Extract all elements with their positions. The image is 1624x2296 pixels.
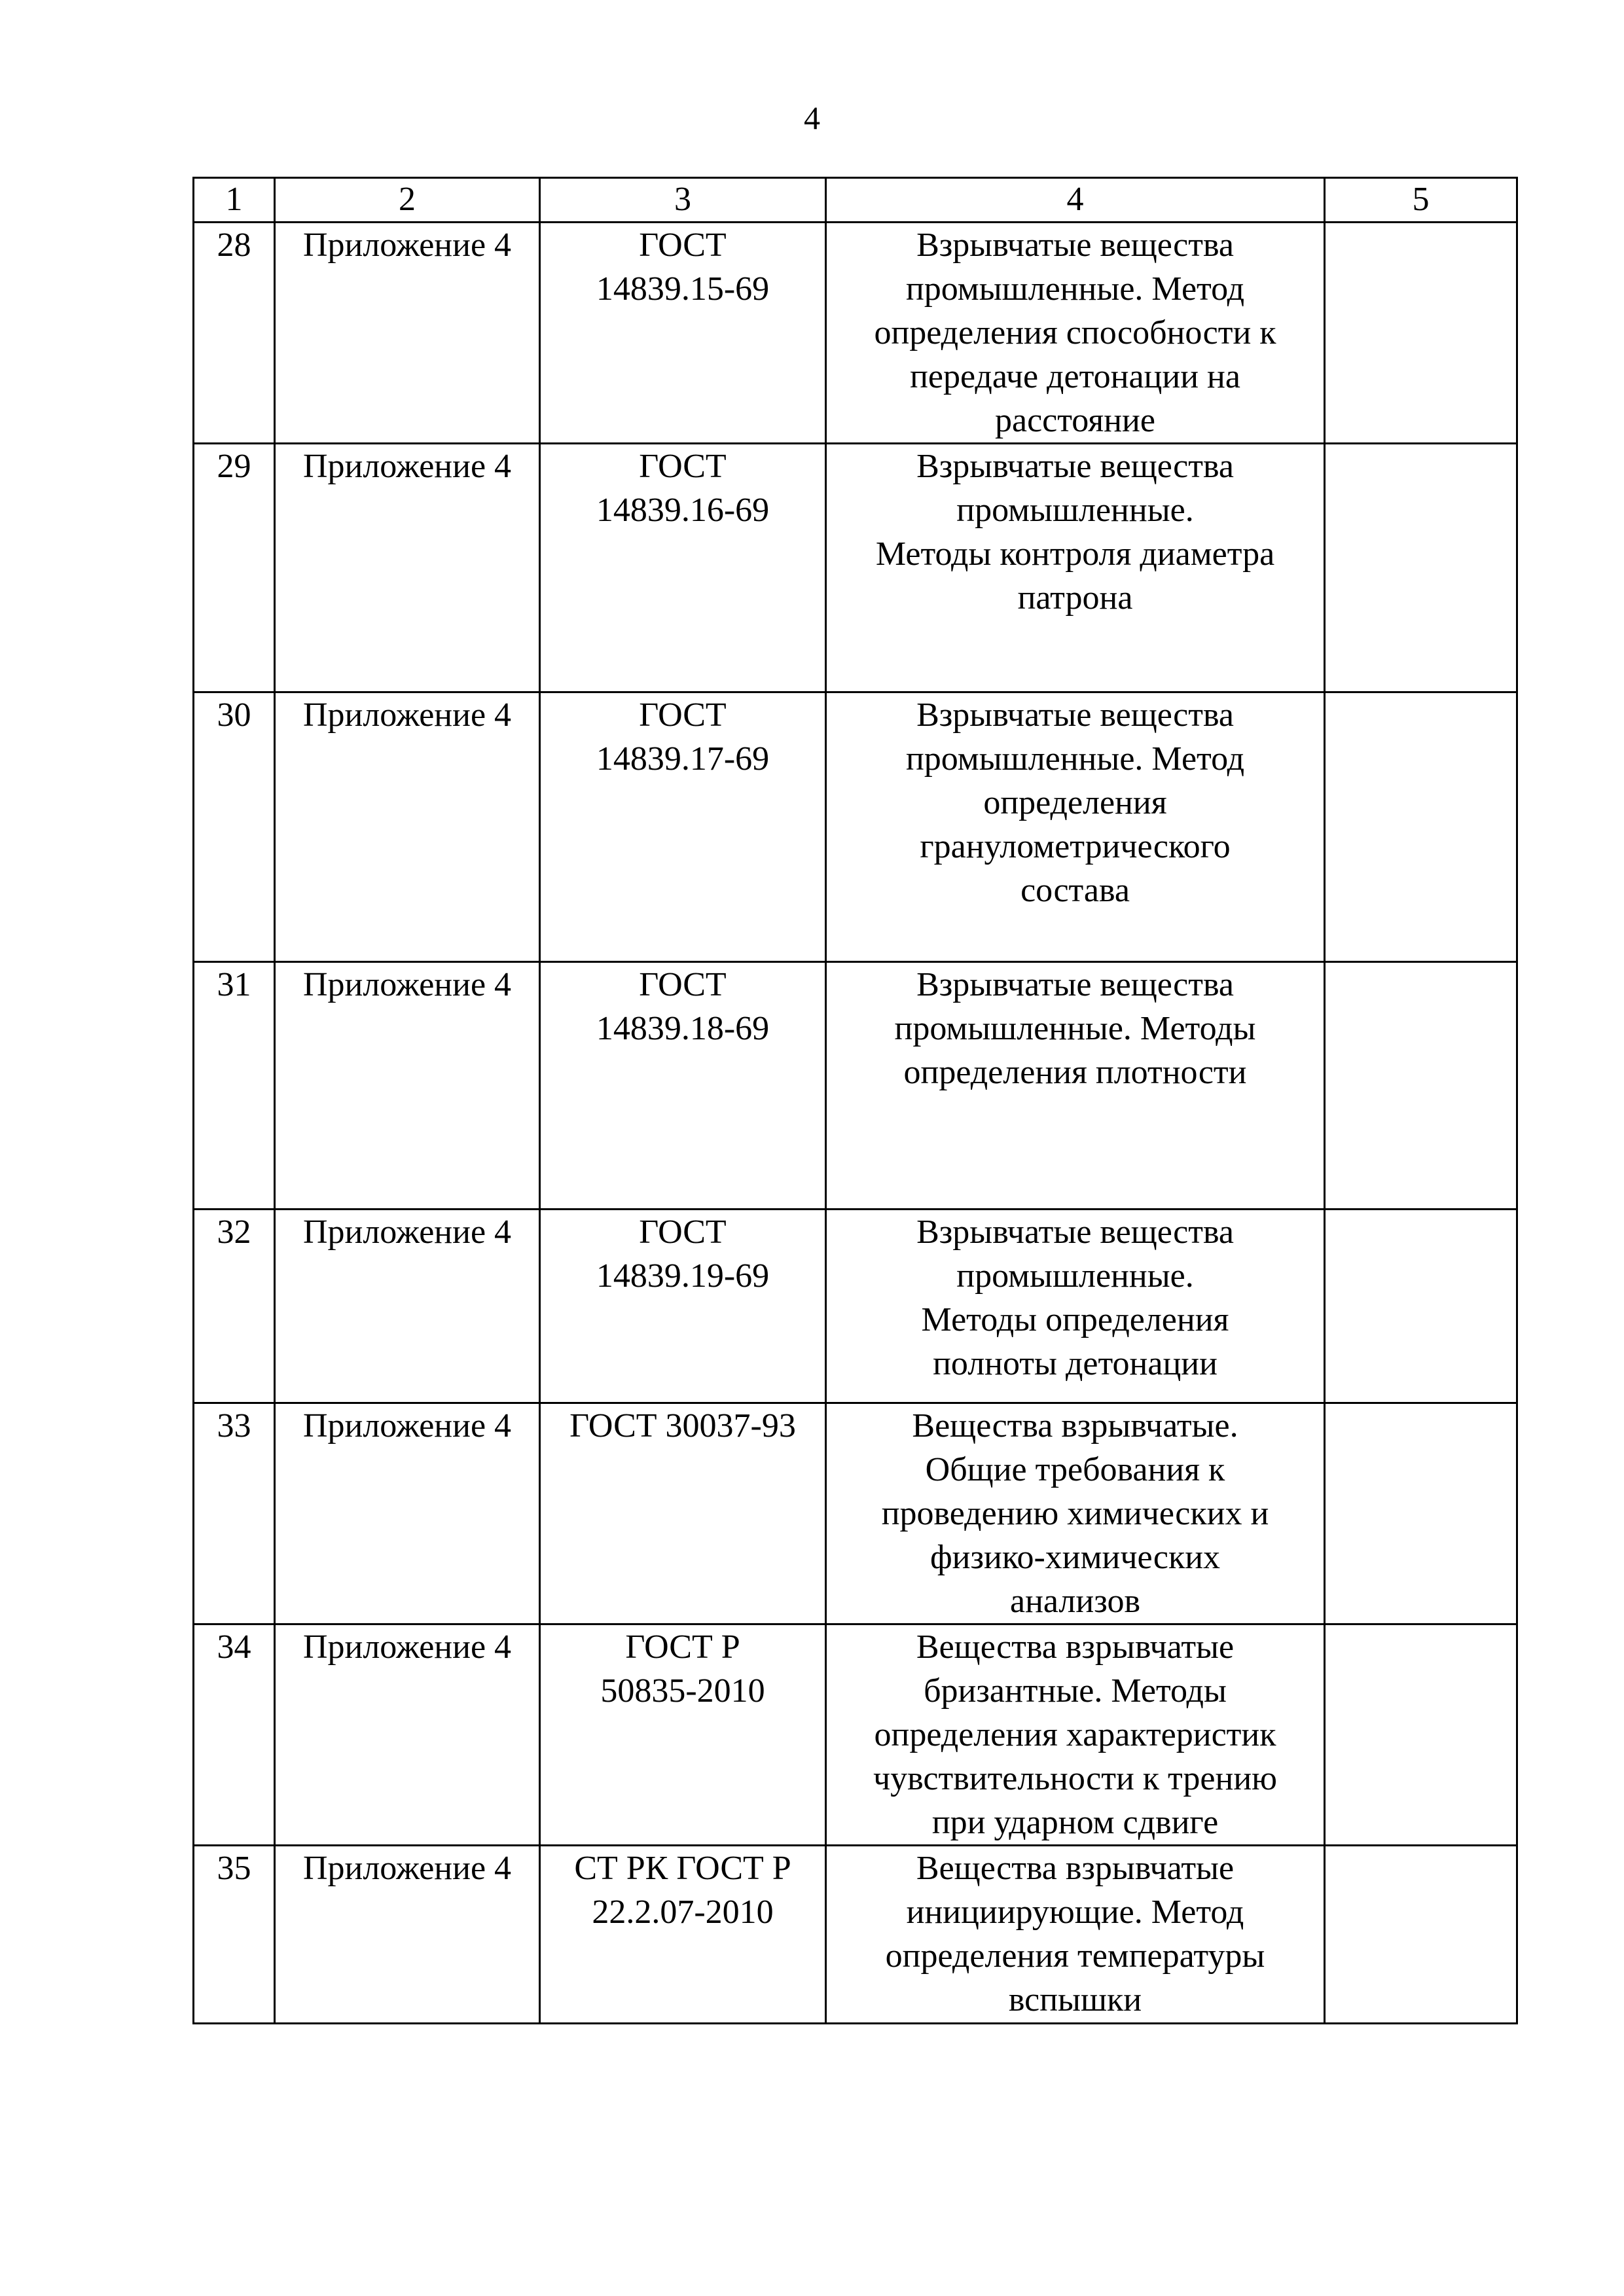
column-number-4: 4 [826,178,1325,223]
title-line: определения [983,784,1167,821]
title-line: определения температуры [885,1937,1265,1975]
standards-table [192,177,1518,2024]
standard-line: ГОСТ [639,696,727,734]
row-note [1325,692,1517,962]
standard-line: ГОСТ [639,448,727,485]
row-title [826,1624,1325,1846]
standard-line: 14839.15-69 [596,270,770,308]
row-note [1325,1210,1517,1403]
title-line: Методы контроля диаметра [875,535,1275,573]
standard-line: ГОСТ 30037-93 [569,1407,796,1444]
row-appendix: Приложение 4 [275,692,540,962]
row-note [1325,223,1517,444]
row-number: 35 [194,1846,275,2024]
title-line: чувствительности к трению [873,1760,1278,1797]
standard-line: СТ РК ГОСТ Р [574,1850,791,1887]
row-appendix: Приложение 4 [275,1403,540,1624]
table-row [194,1846,1517,2024]
title-line: промышленные. Методы [894,1010,1256,1047]
title-line: при ударном сдвиге [931,1804,1219,1841]
row-note [1325,1624,1517,1846]
table-row [194,1624,1517,1846]
column-number-1: 1 [194,178,275,223]
row-appendix: Приложение 4 [275,1210,540,1403]
row-appendix: Приложение 4 [275,223,540,444]
column-number-3: 3 [540,178,826,223]
row-note [1325,1846,1517,2024]
column-number-5: 5 [1325,178,1517,223]
standard-line: ГОСТ [639,226,727,264]
title-line: определения характеристик [874,1716,1276,1753]
table-row [194,223,1517,444]
row-title [826,692,1325,962]
title-line: Взрывчатые вещества [916,1213,1234,1251]
row-number: 33 [194,1403,275,1624]
title-line: Взрывчатые вещества [916,226,1234,264]
title-line: полноты детонации [933,1345,1218,1382]
table-row [194,962,1517,1210]
row-number: 34 [194,1624,275,1846]
title-line: инициирующие. Метод [906,1893,1244,1931]
column-number-2: 2 [275,178,540,223]
title-line: гранулометрического [920,828,1231,865]
row-standard [540,692,826,962]
title-line: Общие требования к [925,1451,1225,1488]
title-line: промышленные. [956,1257,1194,1295]
row-number: 31 [194,962,275,1210]
title-line: анализов [1009,1583,1140,1620]
row-note [1325,1403,1517,1624]
row-number: 30 [194,692,275,962]
title-line: бризантные. Методы [924,1672,1227,1710]
standard-line: 14839.17-69 [596,740,770,778]
row-number: 29 [194,444,275,692]
row-standard [540,444,826,692]
table-row [194,444,1517,692]
row-number: 28 [194,223,275,444]
row-appendix: Приложение 4 [275,1846,540,2024]
title-line: Вещества взрывчатые. [912,1407,1238,1444]
row-appendix: Приложение 4 [275,444,540,692]
standard-line: ГОСТ [639,966,727,1003]
row-standard [540,1846,826,2024]
standard-line: 50835-2010 [600,1672,765,1710]
table-row [194,692,1517,962]
row-standard [540,1624,826,1846]
title-line: Вещества взрывчатые [916,1850,1235,1887]
row-title [826,1846,1325,2024]
title-line: передаче детонации на [910,358,1240,395]
page-number: 4 [804,99,820,136]
row-note [1325,962,1517,1210]
row-title [826,962,1325,1210]
column-number-row [194,178,1517,223]
standard-line: ГОСТ [639,1213,727,1251]
title-line: Взрывчатые вещества [916,696,1234,734]
title-line: Вещества взрывчатые [916,1628,1235,1666]
title-line: вспышки [1008,1981,1142,2018]
row-number: 32 [194,1210,275,1403]
row-standard [540,223,826,444]
row-appendix: Приложение 4 [275,1624,540,1846]
row-title [826,223,1325,444]
standard-line: 14839.18-69 [596,1010,770,1047]
row-standard [540,962,826,1210]
row-standard [540,1403,826,1624]
row-title [826,444,1325,692]
title-line: расстояние [995,402,1155,439]
standard-line: 14839.19-69 [596,1257,770,1295]
title-line: промышленные. Метод [905,740,1245,778]
table-row [194,1403,1517,1624]
row-note [1325,444,1517,692]
title-line: проведению химических и [881,1495,1269,1532]
row-title [826,1210,1325,1403]
row-title [826,1403,1325,1624]
title-line: Взрывчатые вещества [916,448,1234,485]
table-row [194,1210,1517,1403]
title-line: состава [1020,872,1130,909]
title-line: Методы определения [921,1301,1229,1338]
title-line: определения способности к [874,314,1276,351]
title-line: промышленные. [956,492,1194,529]
title-line: Взрывчатые вещества [916,966,1234,1003]
title-line: патрона [1017,579,1133,617]
title-line: промышленные. Метод [905,270,1245,308]
row-standard [540,1210,826,1403]
title-line: определения плотности [903,1054,1247,1091]
title-line: физико-химических [929,1539,1221,1576]
standard-line: 22.2.07-2010 [592,1893,774,1931]
standard-line: 14839.16-69 [596,492,770,529]
standard-line: ГОСТ Р [625,1628,740,1666]
row-appendix: Приложение 4 [275,962,540,1210]
